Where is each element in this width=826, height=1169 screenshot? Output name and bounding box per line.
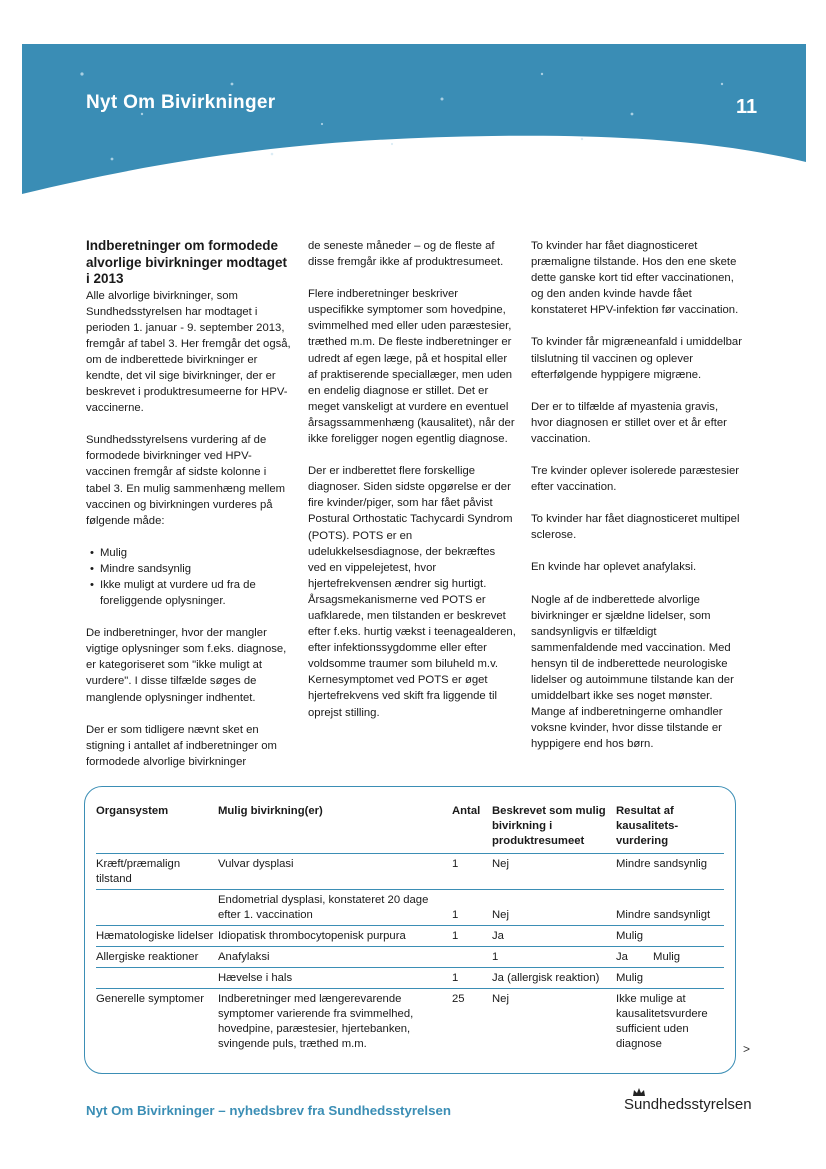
- table-cell: Anafylaksi: [218, 947, 452, 968]
- table-cell: Ja Mulig: [616, 947, 724, 968]
- table-cell: [96, 890, 218, 926]
- table-row: [96, 968, 724, 989]
- table-cell: Idiopatisk thrombocytopenisk purpura: [218, 926, 452, 947]
- column-header: Resultat af kausalitets-vurdering: [616, 804, 724, 854]
- table-cell: Nej: [492, 890, 616, 926]
- paragraph: To kvinder har fået diagnosticeret præmaligne tilstande. Hos den ene skete dette ganske kort tid efter vaccinationen, og den anden kvinde havde fået konstateret HPV-infektion før vaccination.: [531, 240, 739, 317]
- paragraph: Nogle af de indberettede alvorlige bivirkninger er sjældne lidelser, som sandsynligvis er tilfældigt sammenfaldende med vaccination. Med hensyn til de indberettede neurologiske lidelser og autoimmune tilstande kan der umiddelbart ikke ses noget mønster. Mange af indberetningerne omhandler voksne kvinder, hvor disse tilstande er hyppigere end hos børn.: [531, 593, 734, 751]
- table-row: [96, 989, 724, 1055]
- column-header: Mulig bivirkning(er): [218, 804, 452, 854]
- table-cell: 1: [452, 926, 492, 947]
- text-column-2: [308, 238, 516, 737]
- assessment-list: [86, 545, 292, 609]
- section-heading: Indberetninger om formodede alvorlige bivirkninger modtaget i 2013: [86, 238, 288, 286]
- paragraph: Tre kvinder oplever isolerede paræstesier efter vaccination.: [531, 465, 740, 494]
- column-header: Organsystem: [96, 804, 218, 854]
- table-cell: 25: [452, 993, 465, 1005]
- column-header: Beskrevet som mulig bivirkning i produktresumeet: [492, 804, 616, 854]
- sundhedsstyrelsen-logo: Sundhedsstyrelsen: [624, 1096, 752, 1113]
- text-column-3: [531, 238, 743, 768]
- paragraph: To kvinder har fået diagnosticeret multipel sclerose.: [531, 513, 740, 542]
- paragraph: Der er to tilfælde af myastenia gravis, hvor diagnosen er stillet over et år efter vaccination.: [531, 400, 727, 445]
- table-cell: Mindre sandsynlig: [616, 854, 724, 890]
- table-cell: Nej: [492, 993, 509, 1005]
- table-cell: Mulig: [616, 926, 724, 947]
- table-cell: Indberetninger med længerevarende symptomer varierende fra svimmelhed, hovedpine, paræstesier, hjertebanken, svingende puls, træthed m.m.: [218, 993, 414, 1050]
- table-cell: 1: [452, 890, 492, 926]
- paragraph: de seneste måneder – og de fleste af disse fremgår ikke af produktresumeet.: [308, 240, 504, 269]
- paragraph: To kvinder får migræneanfald i umiddelbar tilslutning til vaccinen og oplever efterfølgende hyppigere migræne.: [531, 336, 742, 381]
- table-cell: Vulvar dysplasi: [218, 854, 452, 890]
- table-cell: [452, 947, 492, 968]
- table-header-row: [96, 804, 724, 854]
- table-cell: 1: [452, 968, 492, 989]
- text-column-1: [86, 238, 292, 786]
- table-cell: Kræft/præmalign tilstand: [96, 854, 218, 890]
- table-cell: 1: [452, 854, 492, 890]
- table-row: [96, 854, 724, 890]
- paragraph: Der er indberettet flere forskellige diagnoser. Siden sidste opgørelse er der fire kvinder/piger, som har fået påvist Postural Orthostatic Tachycardi Syndrom (POTS). POTS er en udelukkelsesdiagnose, der bekræftes ved en vippelejetest, hvor hjertefrekvensen ændrer sig hurtigt. Årsagsmekanismerne ved POTS er uafklarede, men tilstanden er beskrevet efter f.eks. hurtig vækst i teenagealderen, efter infektionssygdomme eller efter voldsomme traumer som biluheld m.v. Kernesymptomet ved POTS er øget hjertefrekvens ved skift fra liggende til oprejst stilling.: [308, 465, 516, 719]
- footer-text: Nyt Om Bivirkninger – nyhedsbrev fra Sundhedsstyrelsen: [86, 1103, 452, 1118]
- header-wave-shape: [22, 44, 806, 194]
- adverse-events-table: [96, 804, 724, 1054]
- paragraph: Sundhedsstyrelsens vurdering af de formodede bivirkninger ved HPV-vaccinen fremgår af sidste kolonne i tabel 3. En mulig sammenhæng mellem vaccinen og bivirkningen vurderes på følgende måde:: [86, 434, 286, 527]
- table-cell: Generelle symptomer: [96, 993, 204, 1005]
- table-cell: Nej: [492, 854, 616, 890]
- table-row: [96, 890, 724, 926]
- table-cell: 1: [492, 947, 616, 968]
- list-item: • Ikke muligt at vurdere ud fra de foreliggende oplysninger.: [90, 579, 256, 608]
- paragraph: Flere indberetninger beskriver uspecifikke symptomer som hovedpine, svimmelhed med eller uden paræstesier, træthed m.m. De fleste indberetninger er udredt af egen læge, på et hospital eller af praktiserende speciallæger, men uden en endelig diagnose er stillet. Det er meget vanskeligt at vurdere en eventuel årsagssammenhæng (kausalitet), når der ikke foreligger nogen egentlig diagnose.: [308, 288, 515, 446]
- table-cell: Mulig: [616, 968, 724, 989]
- paragraph: Der er som tidligere nævnt sket en stigning i antallet af indberetninger om formodede alvorlige bivirkninger: [86, 723, 277, 768]
- column-header: Antal: [452, 804, 492, 854]
- paragraph: De indberetninger, hvor der mangler vigtige oplysninger som f.eks. diagnose, er kategoriseret som "ikke muligt at vurdere". I disse tilfælde søges de manglende oplysninger indhentet.: [86, 627, 287, 704]
- table-cell: Ja: [492, 926, 616, 947]
- header-banner: [22, 44, 806, 194]
- table-cell: Hævelse i hals: [218, 968, 452, 989]
- table-cell: Ikke mulige at kausalitetsvurdere sufficient uden diagnose: [616, 993, 708, 1050]
- table-cell: Mindre sandsynligt: [616, 890, 724, 926]
- table-cell: Allergiske reaktioner: [96, 947, 218, 968]
- paragraph: En kvinde har oplevet anafylaksi.: [531, 561, 697, 574]
- table-cell: [96, 968, 218, 989]
- table-cell: Ja (allergisk reaktion): [492, 968, 616, 989]
- table-row: [96, 947, 724, 968]
- table-cell: Endometrial dysplasi, konstateret 20 dage efter 1. vaccination: [218, 890, 452, 926]
- paragraph: Alle alvorlige bivirkninger, som Sundhedsstyrelsen har modtaget i perioden 1. januar - 9. september 2013, fremgår af tabel 3. Her fremgår det også, om de indberettede bivirkninger er kendte, det vil sige bivirkninger, der er beskrevet i produktresumeerne for HPV-vaccinerne.: [86, 289, 291, 415]
- list-item: • Mindre sandsynlig: [90, 562, 192, 575]
- page-number: 11: [736, 96, 758, 118]
- table-cell: Hæmatologiske lidelser: [96, 926, 218, 947]
- list-item: • Mulig: [90, 546, 127, 559]
- table-row: [96, 926, 724, 947]
- next-page-arrow-icon: >: [743, 1042, 751, 1056]
- header-title: Nyt Om Bivirkninger: [86, 92, 276, 113]
